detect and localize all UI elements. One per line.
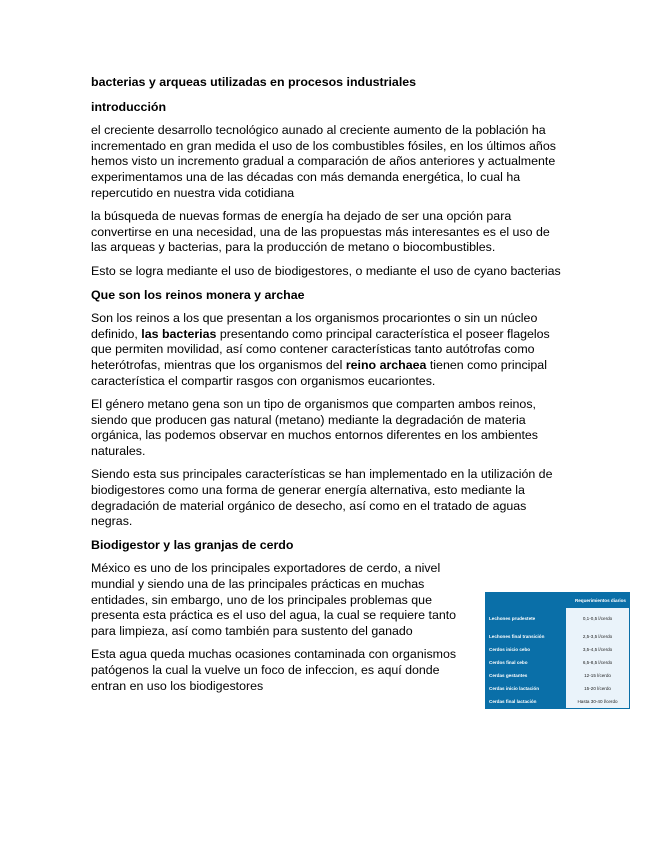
intro-paragraph-1: el creciente desarrollo tecnológico aunado al creciente aumento de la población ha incrementado en gran medida el uso de los combustibles fósiles, en los últimos años hemos visto un incremento gradual a comparación de años anteriores y actualmente experimentamos una de las décadas con más demanda energética, lo cual ha repercutido en nuestra vida cotidiana	[91, 123, 556, 200]
reinos-heading: Que son los reinos monera y archae	[91, 287, 305, 302]
row-label: Cerdas gestantes	[486, 669, 566, 682]
row-value: Hasta 30-40 l/cerdo	[566, 695, 629, 708]
row-value: 3,5-4,5 l/cerdo	[566, 643, 629, 656]
intro-heading: introducción	[91, 99, 167, 114]
row-value: 15-20 l/cerdo	[566, 682, 629, 695]
row-label: Cerdos final cebo	[486, 656, 566, 669]
table-row	[486, 630, 629, 643]
table-row	[486, 669, 629, 682]
reinos-text-a: Son los reinos a los que presentan a los organismos procariontes o sin un núcleo definido,	[91, 311, 538, 341]
document-title: bacterias y arqueas utilizadas en procesos industriales	[91, 75, 417, 89]
row-value: 12-15 l/cerdo	[566, 669, 629, 682]
row-label: Lechones prudestete	[486, 608, 566, 630]
intro-paragraph-3: Esto se logra mediante el uso de biodigestores, o mediante el uso de cyano bacterias	[91, 263, 561, 278]
reinos-paragraph-3: Siendo esta sus principales características se han implementado en la utilización de biodigestores como una forma de generar energía alternativa, esto mediante la degradación de material orgánico de desecho, así como en el tratado de aguas negras.	[91, 467, 553, 529]
row-label: Cerdas inicio lactación	[486, 682, 566, 695]
reinos-paragraph-2: El género metano gena son un tipo de organismos que comparten ambos reinos, siendo que producen gas natural (metano) mediante la degradación de materia orgánica, las podemos observar en muchos entornos diferentes en los ambientes naturales.	[91, 397, 539, 458]
reinos-paragraph-1	[91, 311, 566, 389]
archaea-bold: reino archaea	[345, 357, 427, 372]
table-row	[486, 682, 629, 695]
row-label: Lechones final transición	[486, 630, 566, 643]
row-value: 6,5-8,5 l/cerdo	[566, 656, 629, 669]
row-label: Cerdas final lactación	[486, 695, 566, 708]
table-header: Requerimientos diarios	[486, 593, 629, 608]
reinos-text-e: tienen como principal característica el compartir rasgos con organismos eucariontes.	[91, 357, 547, 388]
table-row	[486, 695, 629, 708]
bacterias-bold: las bacterias	[141, 326, 217, 341]
biodigestor-heading: Biodigestor y las granjas de cerdo	[91, 537, 294, 552]
table-row	[486, 643, 629, 656]
row-value: 0,1-0,5 l/cerdo	[566, 608, 629, 630]
intro-paragraph-2: la búsqueda de nuevas formas de energía ha dejado de ser una opción para convertirse en una necesidad, una de las propuestas más interesantes es el uso de las arqueas y bacterias, para la producción de metano o biocombustibles.	[91, 209, 550, 255]
table-row	[486, 608, 629, 630]
row-label: Cerdos inicio cebo	[486, 643, 566, 656]
table-row	[486, 656, 629, 669]
biodigestor-paragraph-1: México es uno de los principales exportadores de cerdo, a nivel mundial y siendo una de las principales prácticas en muchas entidades, sin embargo, uno de los principales problemas que presenta esta práctica es el uso del agua, la cual se requiere tanto para limpieza, así como también para sustento del ganado	[91, 561, 457, 638]
row-value: 2,5-3,5 l/cerdo	[566, 630, 629, 643]
biodigestor-paragraph-2: Esta agua queda muchas ocasiones contaminada con organismos patógenos la cual la vuelve un foco de infeccion, es aquí donde entran en uso los biodigestores	[91, 647, 457, 693]
water-requirements-table	[485, 592, 630, 709]
reinos-text-c: presentando como principal característica el poseer flagelos que permiten movilidad, así como contener características tanto autótrofas como heterótrofas, mientras que los organismos del	[91, 326, 550, 372]
